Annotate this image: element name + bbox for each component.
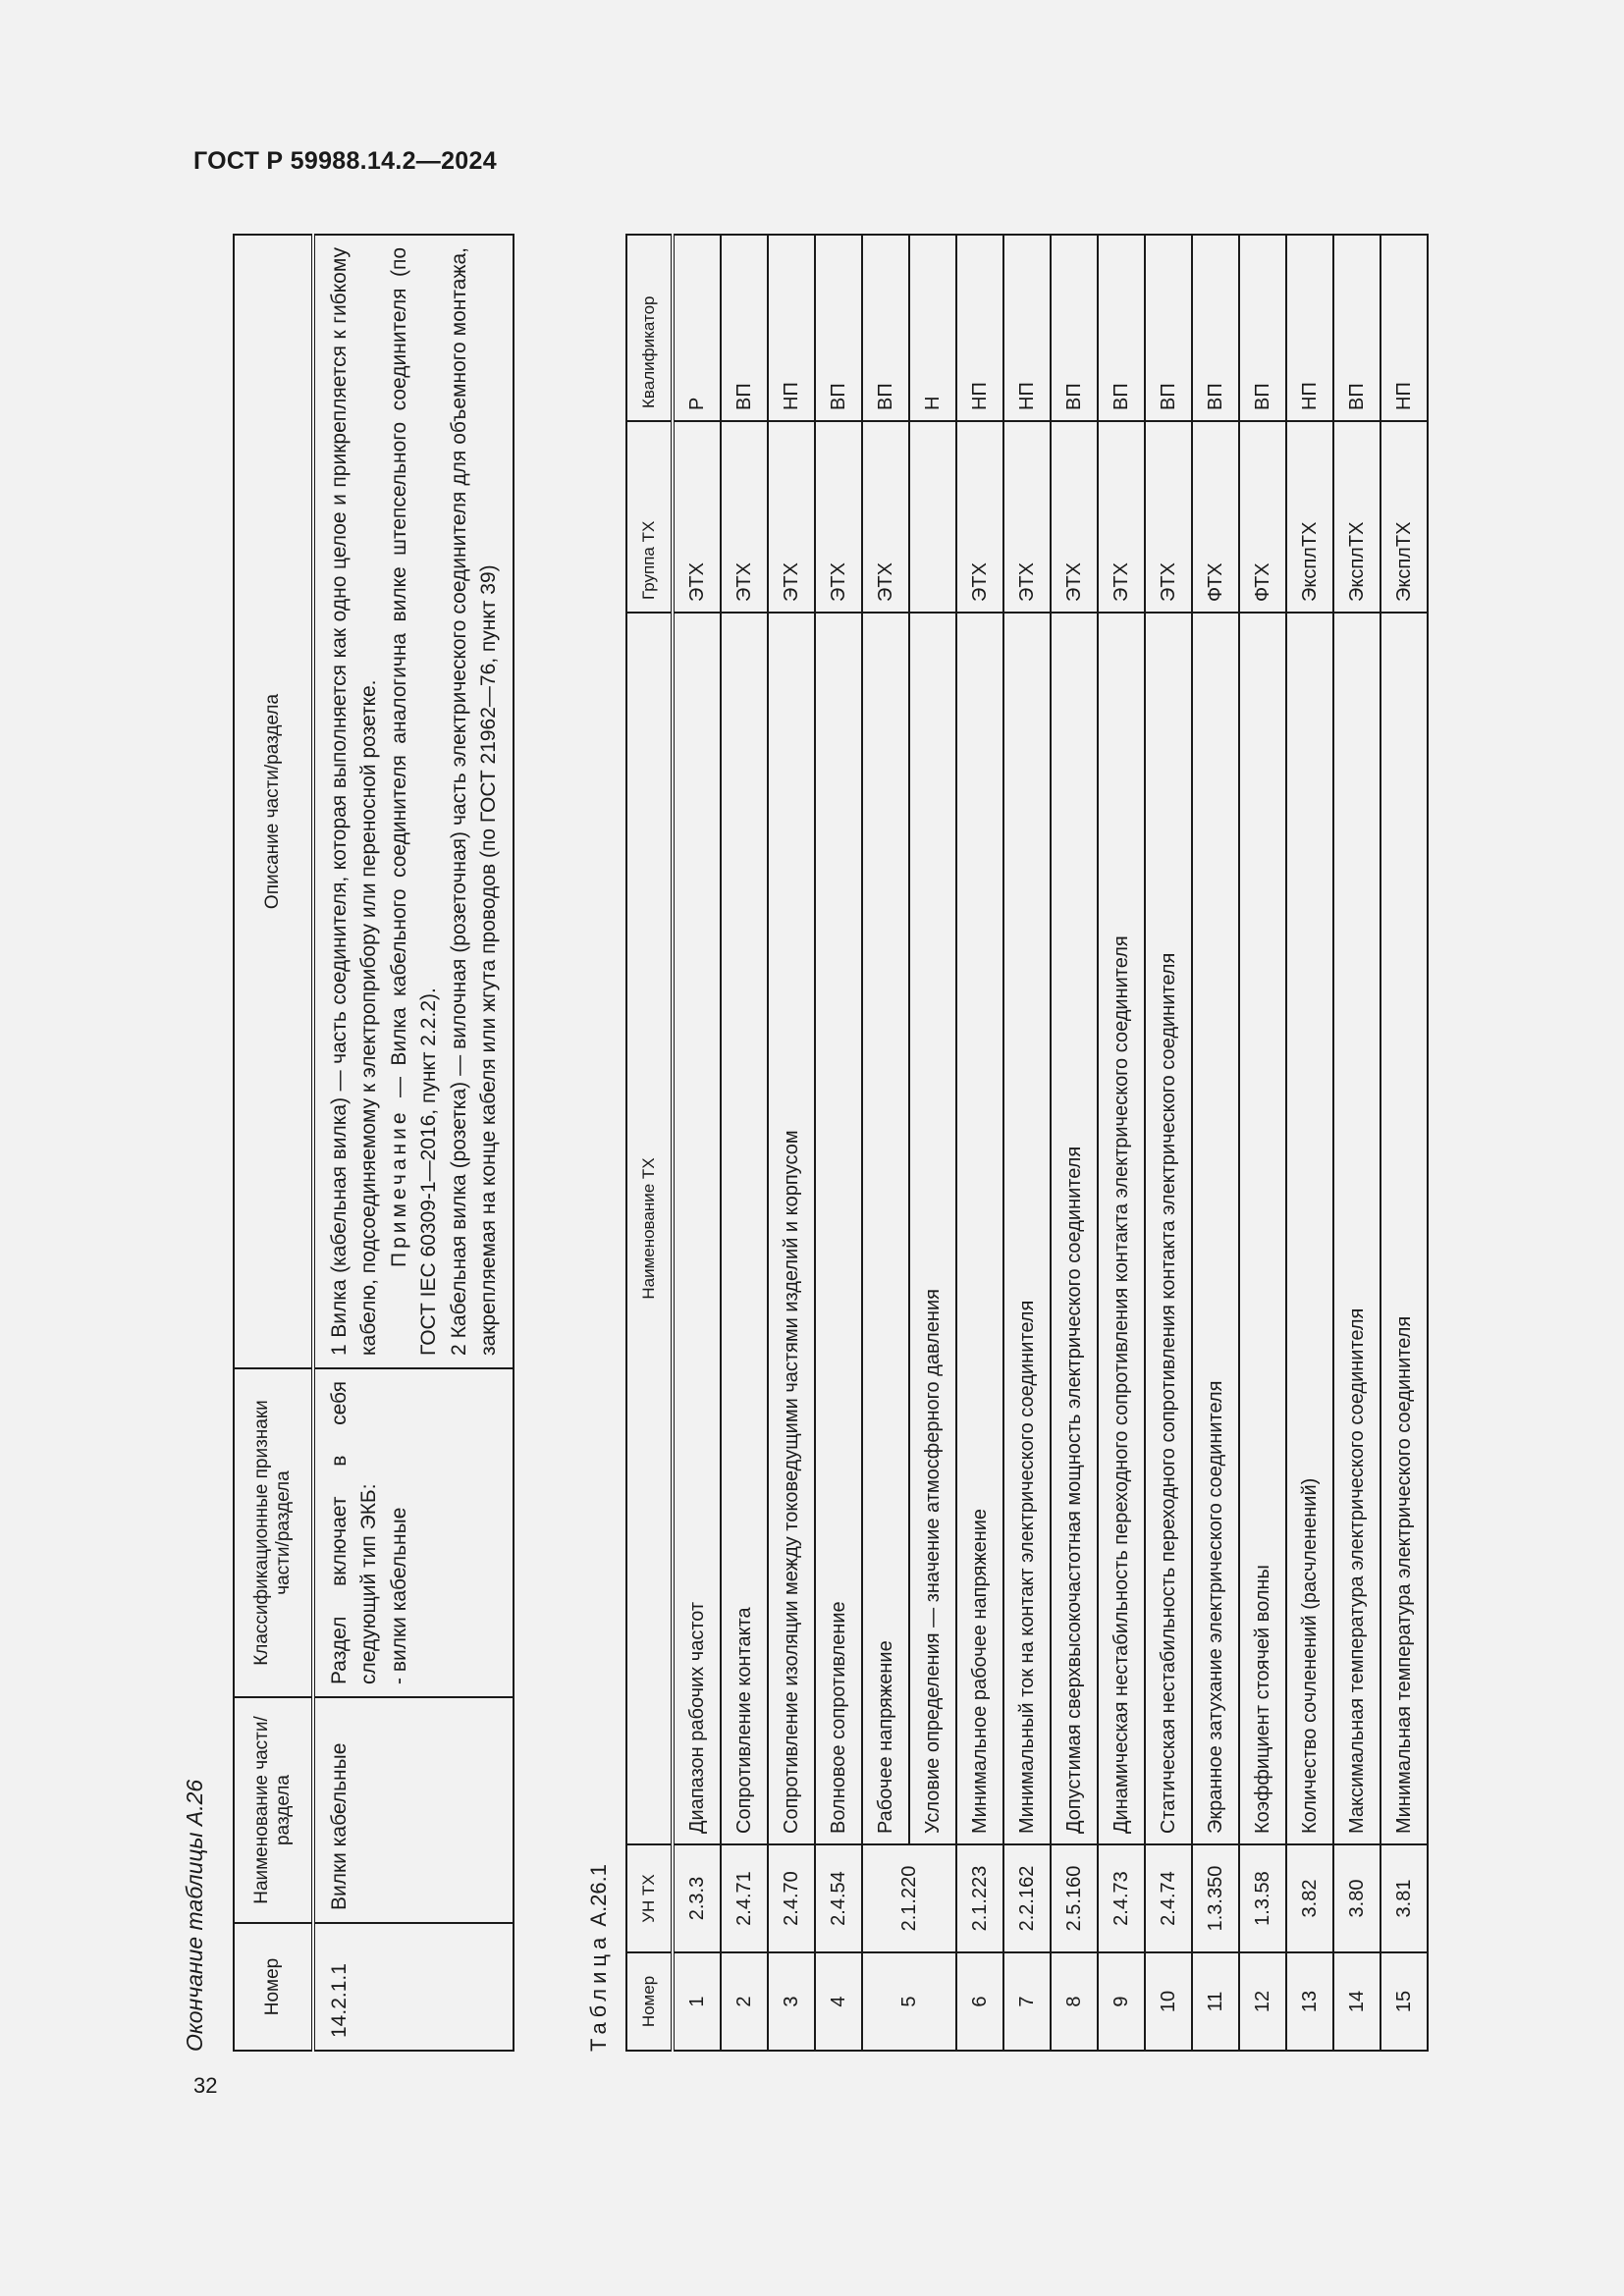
- row-name: Сопротивление изоляции между токоведущими частями изделий и корпусом: [768, 613, 815, 1844]
- row-number: 3: [768, 1952, 815, 2051]
- table-row: [721, 235, 768, 2051]
- row-name: Статическая нестабильность переходного сопротивления контакта электрического соединителя: [1145, 613, 1192, 1844]
- description-paragraph-1: 1 Вилка (кабельная вилка) — часть соединителя, которая выполняется как одно целое и прикрепляется к гибкому кабелю, подсоединяемому к электроприбору или переносной розетке.: [328, 247, 381, 1356]
- row-number: 13: [1286, 1952, 1333, 2051]
- row-group: ФТХ: [1239, 421, 1286, 613]
- row-number: 1: [673, 1952, 721, 2051]
- table-row: [1286, 235, 1333, 2051]
- row-number: 7: [1003, 1952, 1051, 2051]
- row-number: 2: [721, 1952, 768, 2051]
- row-qualifier: ВП: [815, 235, 862, 421]
- row-number: 8: [1051, 1952, 1098, 2051]
- row-group: ЭТХ: [956, 421, 1003, 613]
- row-qualifier: ВП: [1239, 235, 1286, 421]
- table-a261-title: [586, 1864, 612, 2052]
- row-qualifier: НП: [768, 235, 815, 421]
- row-code: 2.1.220: [862, 1844, 956, 1952]
- table-row: [1192, 235, 1239, 2051]
- table-row: [1145, 235, 1192, 2051]
- row-part-name: Вилки кабельные: [313, 1697, 514, 1923]
- continuation-header-row: [234, 235, 313, 2051]
- row-qualifier: ВП: [1098, 235, 1145, 421]
- table-row: [1051, 235, 1098, 2051]
- row-description: [313, 235, 514, 1368]
- row-number: 4: [815, 1952, 862, 2051]
- row-name: Минимальная температура электрического соединителя: [1380, 613, 1428, 1844]
- row-name: Сопротивление контакта: [721, 613, 768, 1844]
- row-number: 5: [862, 1952, 956, 2051]
- row-code: 3.81: [1380, 1844, 1428, 1952]
- row-code: 2.4.74: [1145, 1844, 1192, 1952]
- document-standard-header: ГОСТ Р 59988.14.2—2024: [193, 147, 497, 175]
- row-code: 3.80: [1333, 1844, 1380, 1952]
- row-number: 10: [1145, 1952, 1192, 2051]
- row-qualifier: ВП: [721, 235, 768, 421]
- table-label: Таблица: [586, 1932, 611, 2052]
- table-a261-header-row: [626, 235, 673, 2051]
- row-name: Экранное затухание электрического соединителя: [1192, 613, 1239, 1844]
- row-group: ЭТХ: [1051, 421, 1098, 613]
- description-note: [385, 247, 445, 1356]
- row-qualifier: НП: [1286, 235, 1333, 421]
- row-code: 2.1.223: [956, 1844, 1003, 1952]
- row-code: 2.4.71: [721, 1844, 768, 1952]
- row-group: ЭксплТХ: [1380, 421, 1428, 613]
- row-code: 2.2.162: [1003, 1844, 1051, 1952]
- t2-header-code: УН ТХ: [626, 1844, 673, 1952]
- table-row: [862, 235, 909, 2051]
- page-number: 32: [193, 2073, 218, 2098]
- row-code: 3.82: [1286, 1844, 1333, 1952]
- row-group: ЭксплТХ: [1333, 421, 1380, 613]
- row-name: Количество сочленений (расчленений): [1286, 613, 1333, 1844]
- table-row: [1239, 235, 1286, 2051]
- row-group: ЭксплТХ: [1286, 421, 1333, 613]
- row-code: 2.4.73: [1098, 1844, 1145, 1952]
- row-qualifier: ВП: [1145, 235, 1192, 421]
- row-group: ЭТХ: [768, 421, 815, 613]
- row-name: Коэффициент стоячей волны: [1239, 613, 1286, 1844]
- row-group: ЭТХ: [1145, 421, 1192, 613]
- header-number: Номер: [234, 1923, 313, 2051]
- row-name: Рабочее напряжение: [862, 613, 909, 1844]
- continuation-table: [233, 234, 514, 2052]
- row-qualifier: ВП: [862, 235, 909, 421]
- row-qualifier: ВП: [1051, 235, 1098, 421]
- row-name: Диапазон рабочих частот: [673, 613, 721, 1844]
- row-number: 9: [1098, 1952, 1145, 2051]
- classification-text: Раздел включает в себя следующий тип ЭКБ:: [328, 1381, 381, 1684]
- row-name: Динамическая нестабильность переходного сопротивления контакта электрического соединителя: [1098, 613, 1145, 1844]
- row-number: 6: [956, 1952, 1003, 2051]
- table-row: [1098, 235, 1145, 2051]
- row-number: 12: [1239, 1952, 1286, 2051]
- header-classification: Классификационные признаки части/раздела: [234, 1368, 313, 1697]
- table-row: [1003, 235, 1051, 2051]
- t2-header-group: Группа ТХ: [626, 421, 673, 613]
- row-name: Допустимая сверхвысокочастотная мощность электрического соединителя: [1051, 613, 1098, 1844]
- row-group: ЭТХ: [673, 421, 721, 613]
- row-code: 1.3.350: [1192, 1844, 1239, 1952]
- table-a261: [625, 234, 1429, 2052]
- row-qualifier: НП: [1003, 235, 1051, 421]
- row-code: 2.4.54: [815, 1844, 862, 1952]
- table-row: [673, 235, 721, 2051]
- note-text: — Вилка кабельного соединителя аналогична вилке штепсельного соединителя (по ГОСТ IEC 60309-1—2016, пункт 2.2.2).: [387, 247, 441, 1356]
- header-description: Описание части/раздела: [234, 235, 313, 1368]
- row-qualifier: ВП: [1333, 235, 1380, 421]
- row-group: ЭТХ: [721, 421, 768, 613]
- row-name: Минимальный ток на контакт электрического соединителя: [1003, 613, 1051, 1844]
- row-name: Минимальное рабочее напряжение: [956, 613, 1003, 1844]
- row-qualifier: Р: [673, 235, 721, 421]
- row-condition-qualifier: Н: [909, 235, 956, 421]
- row-code: 1.3.58: [1239, 1844, 1286, 1952]
- table-number: А.26.1: [586, 1864, 611, 1927]
- row-code: 2.4.70: [768, 1844, 815, 1952]
- row-number: 14.2.1.1: [313, 1923, 514, 2051]
- row-qualifier: ВП: [1192, 235, 1239, 421]
- header-part-name: Наименование части/раздела: [234, 1697, 313, 1923]
- row-number: 15: [1380, 1952, 1428, 2051]
- row-number: 11: [1192, 1952, 1239, 2051]
- t2-header-name: Наименование ТХ: [626, 613, 673, 1844]
- row-name: Максимальная температура электрического соединителя: [1333, 613, 1380, 1844]
- table-row: [1380, 235, 1428, 2051]
- continuation-row: [313, 235, 514, 2051]
- row-name: Волновое сопротивление: [815, 613, 862, 1844]
- row-group: ФТХ: [1192, 421, 1239, 613]
- row-group: ЭТХ: [862, 421, 909, 613]
- row-number: 14: [1333, 1952, 1380, 2051]
- classification-item: - вилки кабельные: [387, 1507, 410, 1684]
- row-qualifier: НП: [1380, 235, 1428, 421]
- rotated-landscape-content: [182, 236, 1517, 2052]
- note-label: Примечание: [387, 1108, 410, 1267]
- row-code: 2.3.3: [673, 1844, 721, 1952]
- row-group: ЭТХ: [1003, 421, 1051, 613]
- row-classification: [313, 1368, 514, 1697]
- row-qualifier: НП: [956, 235, 1003, 421]
- row-condition-name: Условие определения — значение атмосферного давления: [909, 613, 956, 1844]
- row-group: ЭТХ: [1098, 421, 1145, 613]
- row-code: 2.5.160: [1051, 1844, 1098, 1952]
- t2-header-qualifier: Квалификатор: [626, 235, 673, 421]
- row-condition-group: [909, 421, 956, 613]
- table-row: [815, 235, 862, 2051]
- row-group: ЭТХ: [815, 421, 862, 613]
- table-subrow: [909, 235, 956, 2051]
- t2-header-number: Номер: [626, 1952, 673, 2051]
- description-paragraph-2: 2 Кабельная вилка (розетка) — вилочная (розеточная) часть электрического соединителя для объемного монтажа, закрепляемая на конце кабеля или жгута проводов (по ГОСТ 21962—76, пункт 39): [447, 247, 501, 1356]
- table-row: [956, 235, 1003, 2051]
- continuation-title: Окончание таблицы А.26: [182, 1779, 207, 2052]
- table-row: [1333, 235, 1380, 2051]
- table-row: [768, 235, 815, 2051]
